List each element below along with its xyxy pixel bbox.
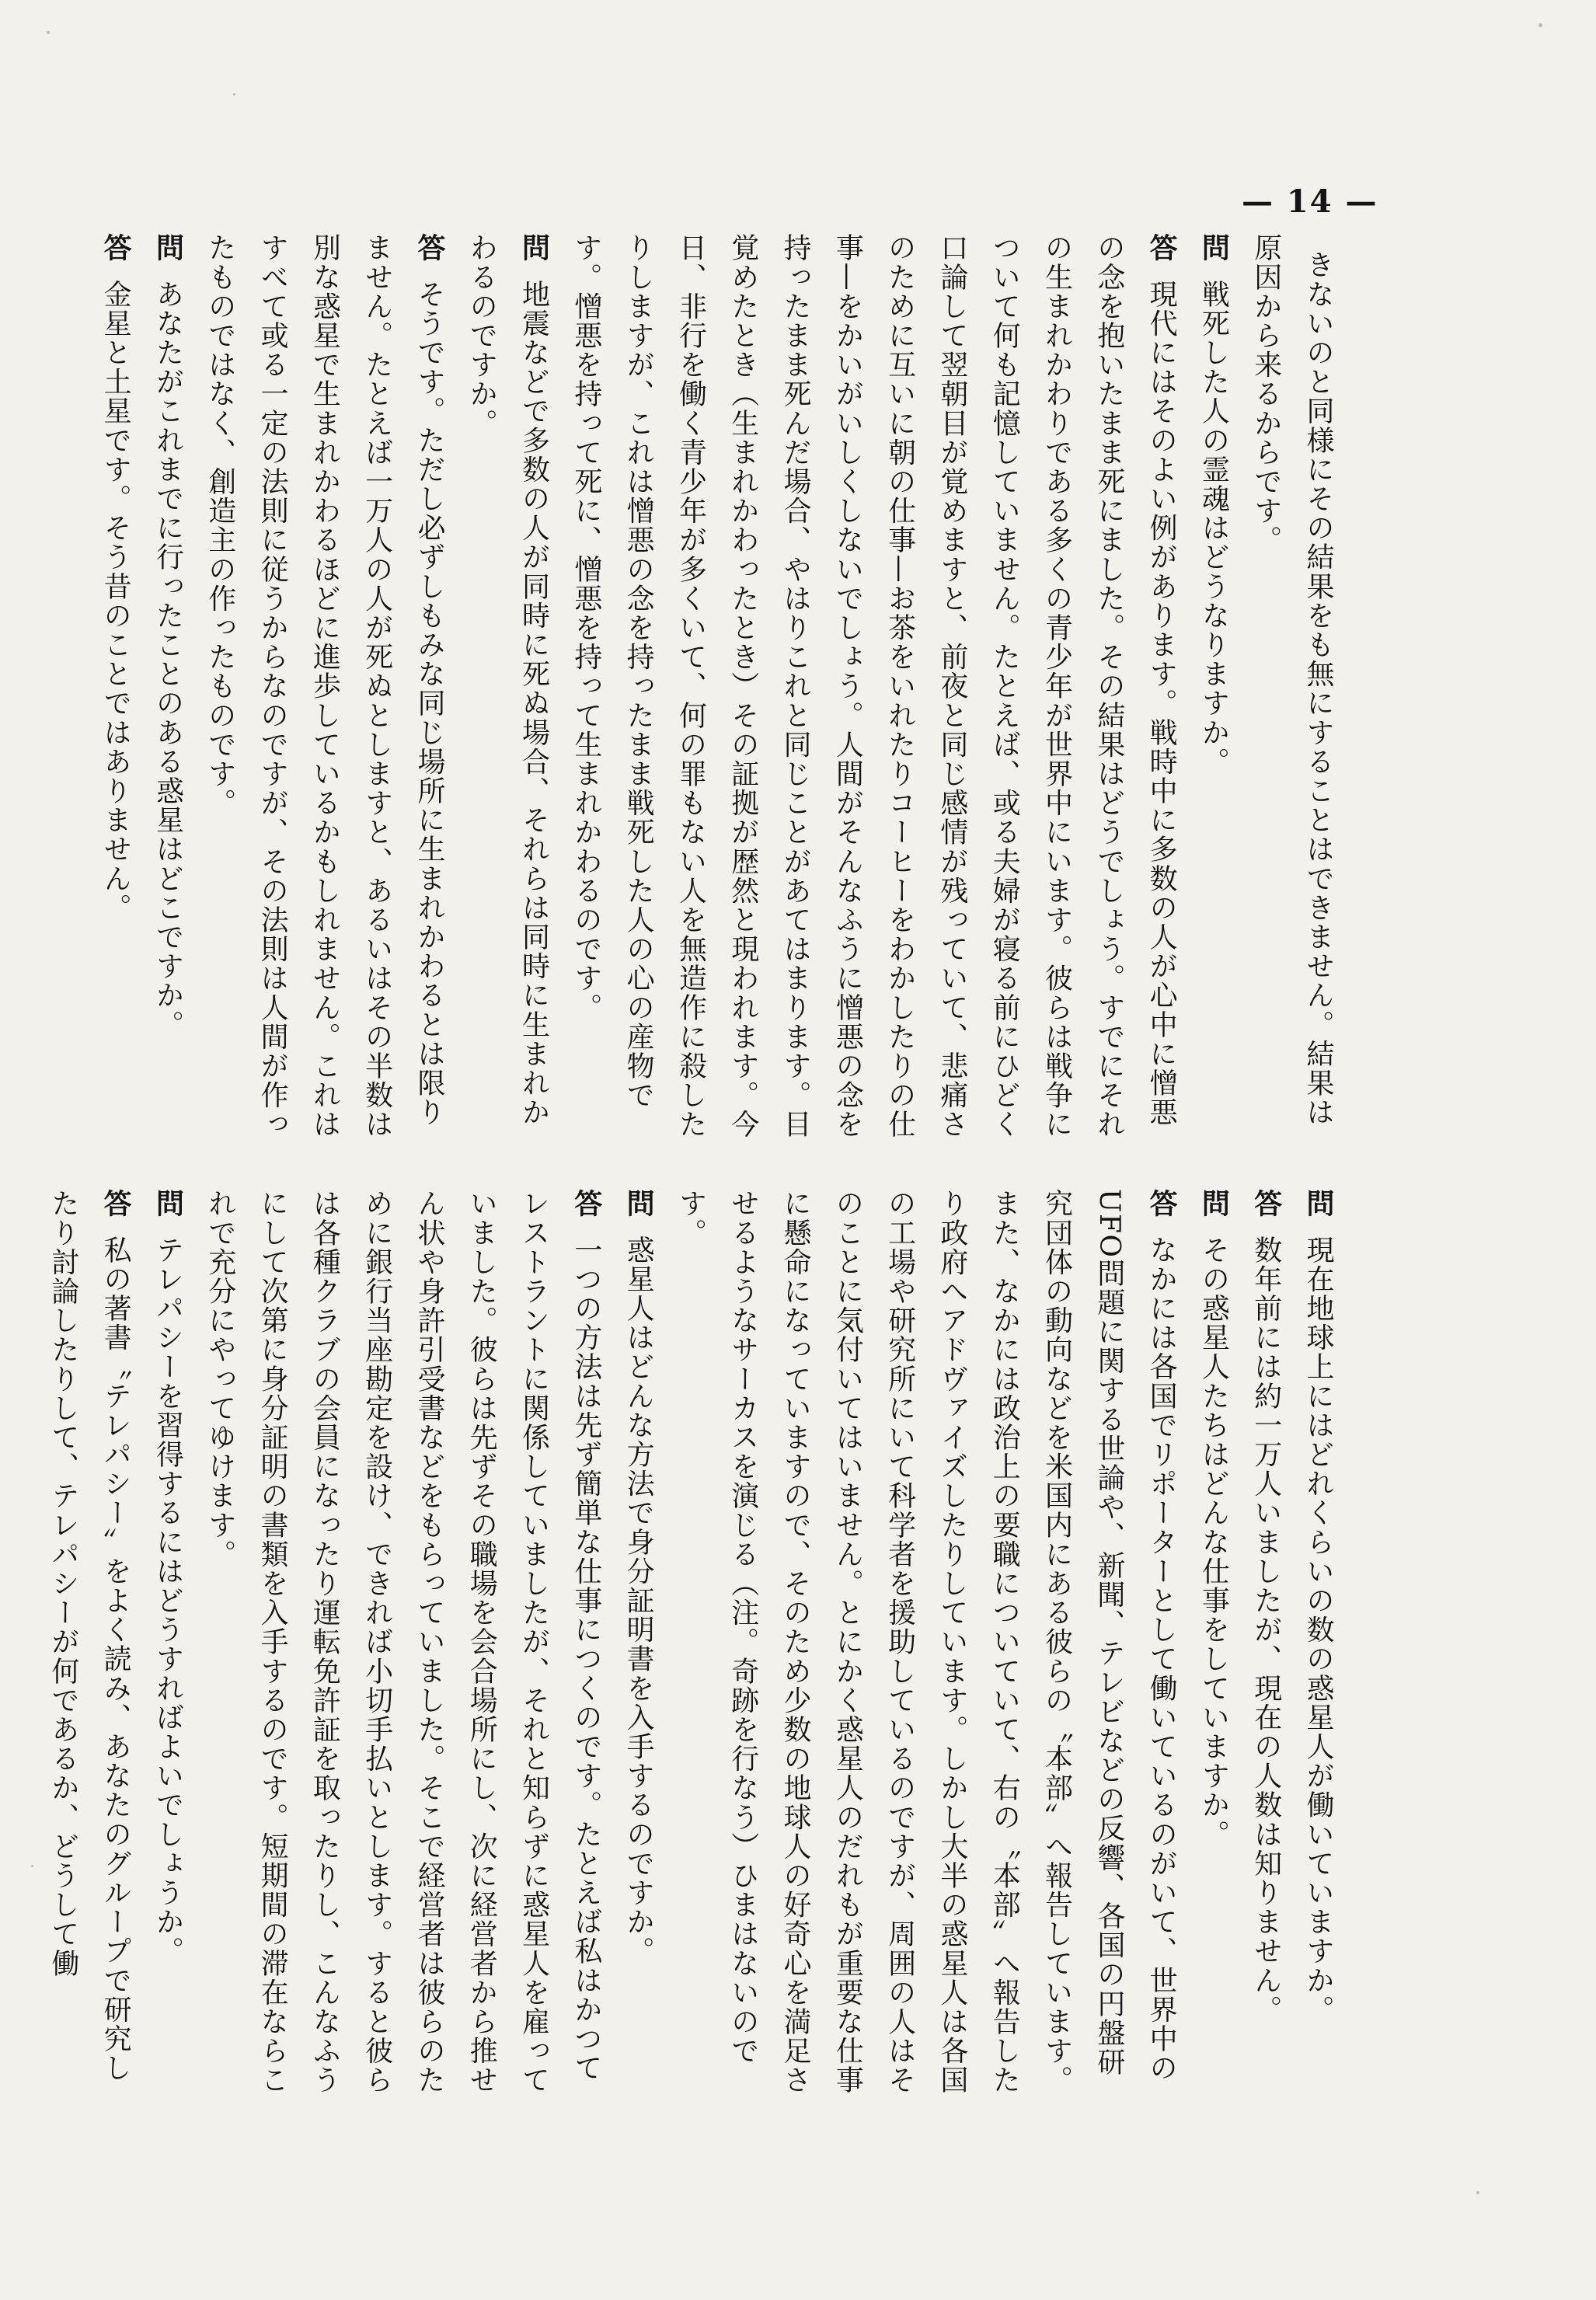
scan-speck xyxy=(47,31,50,34)
paragraph-text: きないのと同様にその結果をも無にすることはできません。結果は原因から来るからです。 xyxy=(1249,233,1334,1127)
paragraph-text: なかには各国でリポーターとして働いているのがいて、世界中のUFO問題に関する世論や、新聞、テレビなどの反響、各国の円盤研究団体の動向などを米国内にある彼らの〝本部〟へ報告しています。また、なかには政治上の要職についていて、右の〝本部〟へ報告したり政府へアドヴァイズしたりしています。しかし大半の惑星人は各国の工場や研究所にいて科学者を援助しているのですが、周囲の人はそのことに気付いてはいません。とにかく惑星人のだれもが重要な仕事に懸命になっていますので、そのため少数の地球人の好奇心を満足させるようなサーカスを演じる（注。奇跡を行なう）ひまはないのです。 xyxy=(674,1189,1178,2095)
answer-paragraph xyxy=(664,1189,1187,2098)
paragraph-text: 一つの方法は先ず簡単な仕事につくのです。たとえば私はかつてレストラントに関係していましたが、それと知らずに惑星人を雇っていました。彼らは先ずその職場を会合場所にし、次に経営者から推せん状や身許引受書などをもらっていました。そこで経営者は彼らのために銀行当座勘定を設け、できれば小切手払いとします。すると彼らは各種クラブの会員になったり運転免許証を取ったりし、こんなふうにして次第に身分証明の書類を入手するのです。短期間の滞在ならこれで充分にやってゆけます。 xyxy=(204,1189,602,2095)
upper-text-block xyxy=(8,233,1344,1150)
question-paragraph xyxy=(612,1189,664,2098)
question-marker: 問 xyxy=(1197,1189,1230,1218)
question-marker: 問 xyxy=(1302,1189,1334,1218)
scan-speck xyxy=(31,1865,33,1867)
question-marker: 問 xyxy=(152,233,184,263)
paragraph-text: あなたがこれまでに行ったことのある惑星はどこですか。 xyxy=(152,279,184,1040)
question-paragraph xyxy=(1187,1189,1239,2098)
paragraph-text: 戦死した人の霊魂はどうなりますか。 xyxy=(1197,279,1230,776)
paragraph-text: 現代にはそのよい例があります。戦時中に多数の人が心中に憎悪の念を抱いたまま死にました。その結果はどうでしょう。すでにそれの生まれかわりである多くの青少年が世界中にいます。彼らは戦争について何も記憶していません。たとえば、或る夫婦が寝る前にひどく口論して翌朝目が覚めますと、前夜と同じ感情が残っていて、悲痛さのために互いに朝の仕事—お茶をいれたりコーヒーをわかしたりの仕事—をかいがいしくしないでしょう。人間がそんなふうに憎悪の念を持ったまま死んだ場合、やはりこれと同じことがあてはまります。目覚めたとき（生まれかわったとき）その証拠が歴然と現われます。今日、非行を働く青少年が多くいて、何の罪もない人を無造作に殺したりしますが、これは憎悪の念を持ったまま戦死した人の心の産物です。憎悪を持って死に、憎悪を持って生まれかわるのです。 xyxy=(570,233,1178,1139)
page-number: — 14 — xyxy=(1242,183,1378,220)
lower-text-block xyxy=(8,1189,1344,2098)
question-paragraph xyxy=(1292,1189,1344,2098)
answer-marker: 答 xyxy=(99,1189,132,1218)
paragraph-text: 私の著書〝テレパシー〟をよく読み、あなたのグループで研究したり討論したりして、テレパシーが何であるか、どうして働 xyxy=(47,1189,132,2083)
paragraph-text: 数年前には約一万人いましたが、現在の人数は知りません。 xyxy=(1249,1235,1282,2024)
question-paragraph xyxy=(455,233,560,1150)
scan-speck xyxy=(233,93,235,96)
question-marker: 問 xyxy=(622,1189,655,1218)
paragraph-text: テレパシーを習得するにはどうすればよいでしょうか。 xyxy=(152,1235,184,1966)
scan-speck xyxy=(964,1096,967,1099)
question-marker: 問 xyxy=(152,1189,184,1218)
paragraph-text: 現在地球上にはどれくらいの数の惑星人が働いていますか。 xyxy=(1302,1235,1334,2024)
paragraph-text: 地震などで多数の人が同時に死ぬ場合、それらは同時に生まれかわるのですか。 xyxy=(465,233,550,1127)
answer-paragraph xyxy=(560,233,1188,1150)
answer-paragraph xyxy=(89,233,141,1150)
answer-marker: 答 xyxy=(413,233,445,263)
paragraph-text: 金星と土星です。そう昔のことではありません。 xyxy=(99,279,132,922)
answer-marker: 答 xyxy=(1145,233,1178,263)
answer-marker: 答 xyxy=(1249,1189,1282,1218)
paragraph-text: その惑星人たちはどんな仕事をしていますか。 xyxy=(1197,1235,1230,1849)
question-paragraph xyxy=(1187,233,1239,1150)
answer-paragraph xyxy=(37,1189,142,2098)
question-marker: 問 xyxy=(1197,233,1230,263)
answer-paragraph xyxy=(193,1189,612,2098)
scan-speck xyxy=(1539,23,1542,27)
scan-speck xyxy=(1476,2191,1479,2194)
answer-marker: 答 xyxy=(1145,1189,1178,1218)
paragraph-text: そうです。ただし必ずしもみな同じ場所に生まれかわるとは限りません。たとえば一万人の人が死ぬとしますと、あるいはその半数は別な惑星で生まれかわるほどに進歩しているかもしれません。これはすべて或る一定の法則に従うからなのですが、その法則は人間が作ったものではなく、創造主の作ったものです。 xyxy=(204,233,445,1139)
answer-marker: 答 xyxy=(99,233,132,263)
question-paragraph xyxy=(141,1189,193,2098)
question-marker: 問 xyxy=(517,233,550,263)
paragraph xyxy=(1239,233,1344,1150)
answer-marker: 答 xyxy=(570,1189,602,1218)
question-paragraph xyxy=(141,233,193,1150)
paragraph-text: 惑星人はどんな方法で身分証明書を入手するのですか。 xyxy=(622,1235,655,1966)
answer-paragraph xyxy=(193,233,455,1150)
answer-paragraph xyxy=(1239,1189,1291,2098)
